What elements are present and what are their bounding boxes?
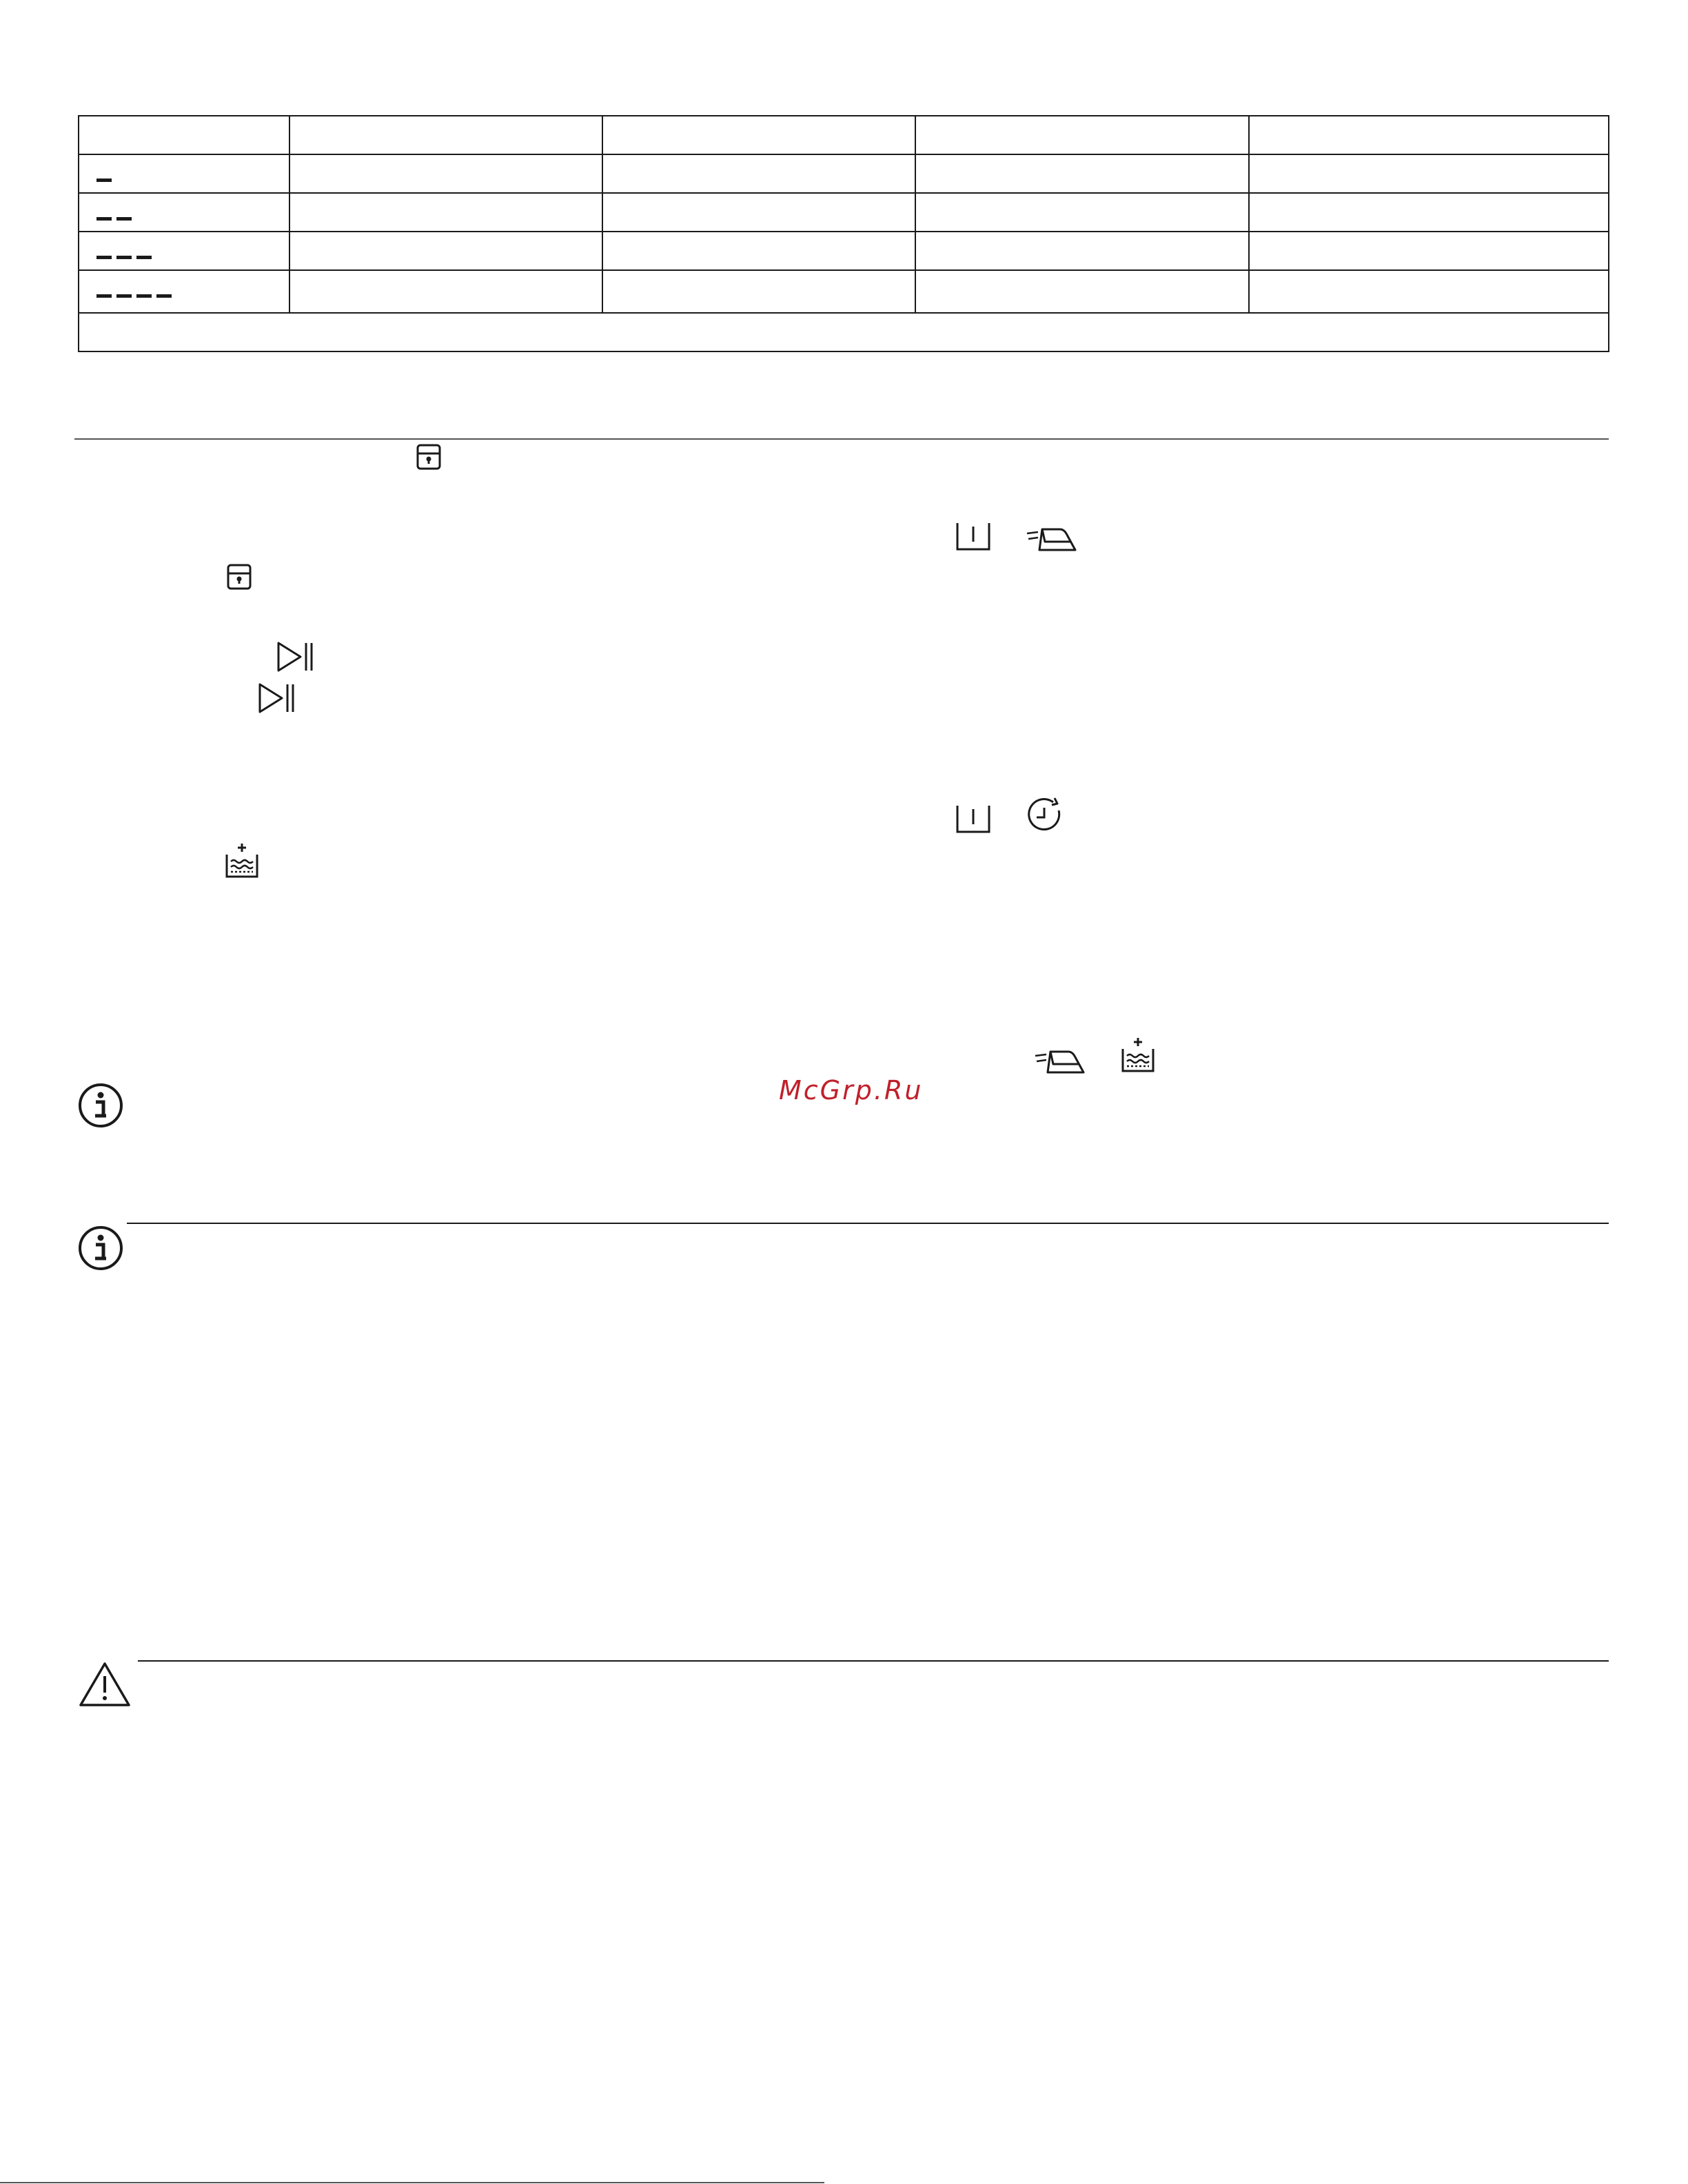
info-note-divider xyxy=(127,1223,1609,1224)
warning-divider xyxy=(138,1660,1609,1662)
table-header-cell xyxy=(79,116,289,154)
level-4-dashes xyxy=(96,294,172,298)
spin-icon xyxy=(955,804,991,834)
info-icon xyxy=(78,1083,123,1128)
extra-rinse-icon xyxy=(1121,1037,1155,1074)
table-footer-cell xyxy=(79,313,1609,351)
table-row-level-2 xyxy=(79,193,1609,232)
spin-icon xyxy=(955,521,991,551)
extra-rinse-icon xyxy=(225,842,259,879)
table-row-level-4 xyxy=(79,270,1609,313)
easy-iron-icon xyxy=(1034,1046,1086,1075)
table-row-level-1 xyxy=(79,154,1609,193)
watermark: McGrp.Ru xyxy=(779,1075,924,1105)
table-header-row xyxy=(79,116,1609,154)
page-bottom-rule xyxy=(0,2182,824,2183)
start-pause-icon xyxy=(276,641,314,673)
level-1-dashes xyxy=(96,178,112,182)
table-header-cell xyxy=(1249,116,1609,154)
warning-icon xyxy=(78,1661,132,1708)
table-header-cell xyxy=(289,116,602,154)
easy-iron-icon xyxy=(1026,524,1078,553)
level-indicator-cell xyxy=(79,154,289,193)
table-header-cell xyxy=(602,116,915,154)
table-header-cell xyxy=(915,116,1249,154)
level-indicator-cell xyxy=(79,193,289,232)
table-footer-row xyxy=(79,313,1609,351)
child-lock-icon xyxy=(416,444,441,470)
level-indicator-cell xyxy=(79,232,289,270)
level-2-dashes xyxy=(96,217,132,221)
section-divider xyxy=(74,438,1609,440)
info-icon xyxy=(78,1225,123,1271)
level-3-dashes xyxy=(96,256,152,259)
start-pause-icon xyxy=(258,682,295,714)
child-lock-icon xyxy=(227,564,252,590)
table-row-level-3 xyxy=(79,232,1609,270)
water-hardness-table xyxy=(78,115,1609,352)
level-indicator-cell xyxy=(79,270,289,313)
delay-end-icon xyxy=(1027,798,1064,834)
